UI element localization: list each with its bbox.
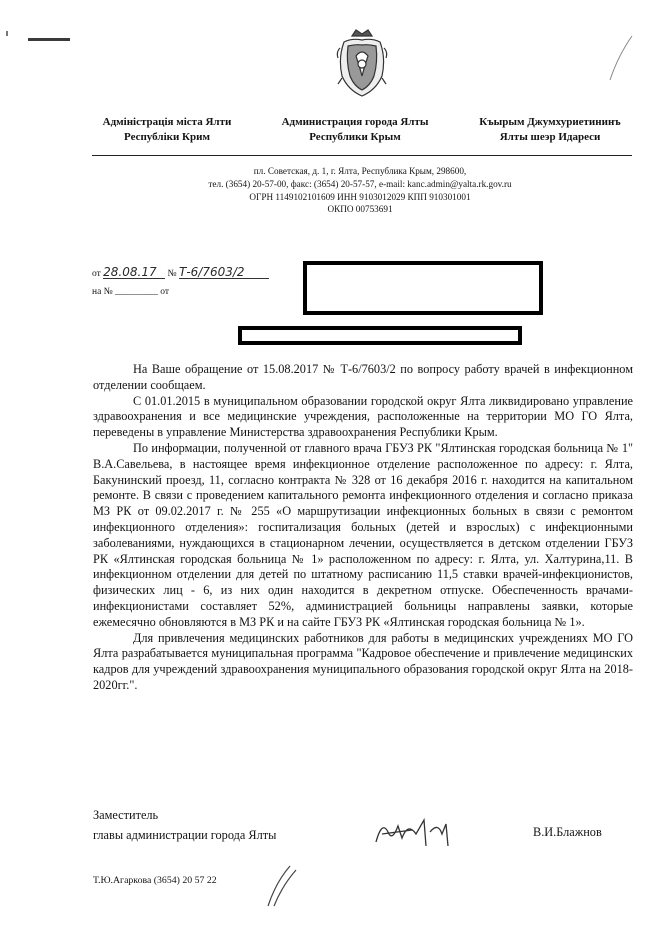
registration-date: 28.08.17 bbox=[103, 266, 165, 279]
header-russian-line1: Администрация города Ялты bbox=[281, 116, 429, 128]
header-russian bbox=[262, 115, 448, 145]
scan-dash bbox=[28, 38, 70, 41]
signatory-line1: Заместитель bbox=[93, 808, 159, 822]
registration-block bbox=[92, 265, 269, 301]
signatory-name: В.И.Блажнов bbox=[533, 825, 602, 839]
registration-number: Т-6/7603/2 bbox=[179, 266, 269, 279]
coat-of-arms-icon bbox=[334, 28, 390, 100]
redacted-recipient-box bbox=[303, 261, 543, 315]
header-crimean-tatar-line1: Къырым Джумхуриетининъ bbox=[479, 116, 621, 128]
contact-block bbox=[100, 165, 620, 216]
body-paragraph-1: На Ваше обращение от 15.08.2017 № Т-6/7603/2 по вопросу работу врачей в инфекционном отделении сообщаем. bbox=[93, 362, 633, 392]
header-ukrainian-line2: Республіки Крим bbox=[124, 131, 210, 143]
header-ukrainian-line1: Адміністрація міста Ялти bbox=[102, 116, 232, 128]
contact-phones: тел. (3654) 20-57-00, факс: (3654) 20-57-57, e-mail: kanc.admin@yalta.rk.gov.ru bbox=[208, 178, 512, 189]
registration-line bbox=[92, 265, 269, 283]
contact-okpo: ОКПО 00753691 bbox=[327, 204, 393, 215]
contact-codes: ОГРН 1149102101609 ИНН 9103012029 КПП 910301001 bbox=[249, 191, 471, 202]
scan-mark bbox=[6, 31, 8, 36]
signatory-line2: главы администрации города Ялты bbox=[93, 828, 277, 842]
handwritten-signature-icon bbox=[372, 812, 468, 850]
reply-label: на № bbox=[92, 287, 113, 297]
body-paragraph-4: Для привлечения медицинских работников для работы в медицинских учреждениях МО ГО Ялта разрабатывается муниципальная программа "Кадровое обеспечение и привлечение медицинских кадров для учреждений здравоохранения муниципального образования городской округ Ялта на 2018-2020гг.". bbox=[93, 630, 633, 692]
from-label: от bbox=[92, 269, 101, 279]
reply-blank: _________ bbox=[115, 287, 158, 297]
reply-line bbox=[92, 283, 269, 301]
header-crimean-tatar bbox=[458, 115, 642, 145]
header-divider bbox=[92, 155, 632, 156]
redacted-address-box bbox=[238, 326, 522, 345]
header-russian-line2: Республики Крым bbox=[309, 131, 401, 143]
margin-mark-icon bbox=[606, 32, 636, 84]
number-label: № bbox=[167, 269, 177, 279]
body-paragraph-3: По информации, полученной от главного врача ГБУЗ РК "Ялтинская городская больница № 1" В.А.Савельева, в настоящее время инфекционное отделение расположенное по адресу: г. Ялта, Бакунинский проезд, 11, согласно контракта № 328 от 16 декабря 2016 г. находится на капитальном ремонте. В связи с проведением капитального ремонта инфекционного отделения и согласно приказа МЗ РК от 09.02.2017 г. № 255 «О маршрутизации инфекционных больных в связи с ремонтом инфекционного отделения»: госпитализация больных (детей и взрослых) с инфекционными заболеваниями, нуждающихся в стационарном лечении, осуществляется в детском отделении ГБУЗ РК «Ялтинская городская больница № 1» расположенном по адресу: г. Ялта, ул. Халтурина,11. В инфекционном отделении для детей по штатному расписанию 11,5 ставки врачей-инфекционистов, физических лиц - 6, из них один находится в декретном отпуске. Обеспеченность врачами-инфекционистами составляет 52%, администрацией больницы направлены заявки, которые ежемесячно обновляются в МЗ РК и на сайте ГБУЗ РК «Ялтинская городская больница № 1». bbox=[93, 440, 633, 629]
letter-body bbox=[93, 362, 633, 694]
header-ukrainian bbox=[92, 115, 242, 145]
reply-from-label: от bbox=[160, 287, 170, 297]
executor-contact: Т.Ю.Агаркова (3654) 20 57 22 bbox=[93, 875, 217, 886]
contact-address: пл. Советская, д. 1, г. Ялта, Республика Крым, 298600, bbox=[253, 166, 467, 176]
executor-initials-icon bbox=[262, 862, 302, 910]
body-paragraph-2: С 01.01.2015 в муниципальном образовании городской округ Ялта ликвидировано управление здравоохранения и все медицинские учреждения, расположенные на территории МО ГО Ялта, переведены в управление Министерства здравоохранения Республики Крым. bbox=[93, 393, 633, 440]
signatory-title bbox=[93, 805, 276, 845]
header-crimean-tatar-line2: Ялты шеэр Идареси bbox=[499, 131, 601, 143]
